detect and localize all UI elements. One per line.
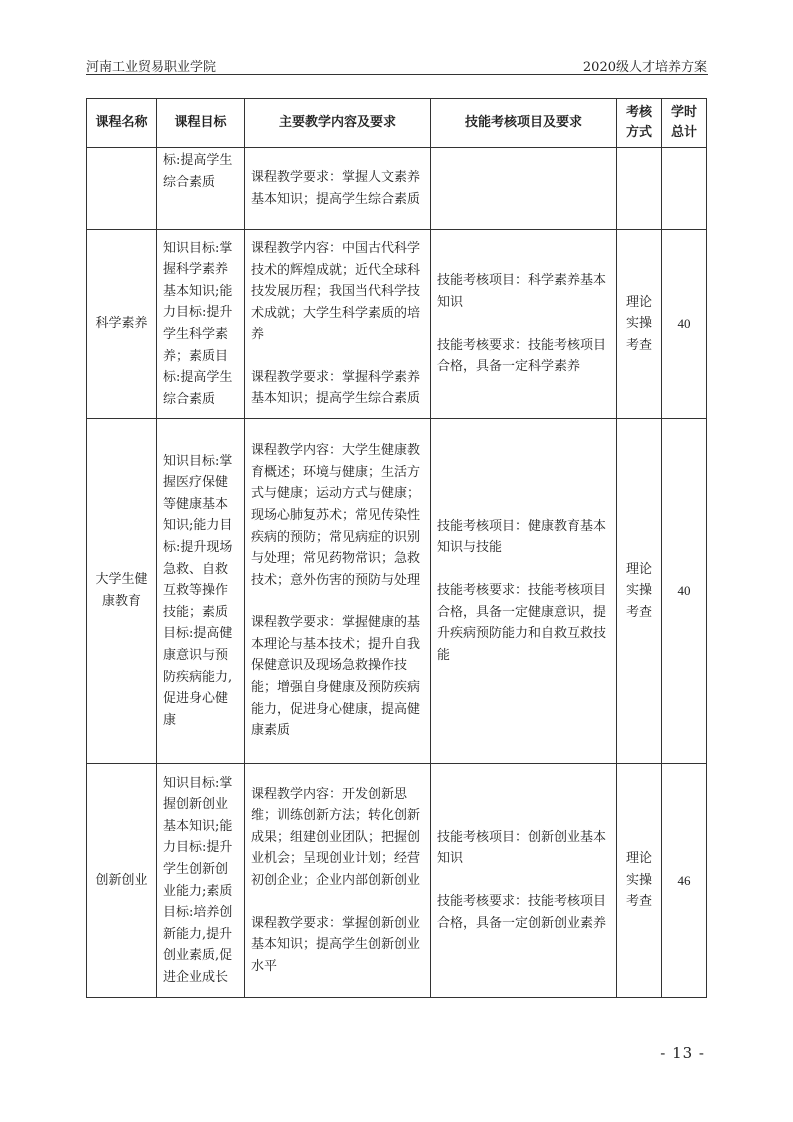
content-text: 课程教学内容：大学生健康教育概述；环境与健康；生活方式与健康；运动方式与健康；现场心肺复苏术；常见传染性疾病的预防；常见病症的识别与处理；常见药物常识；急救技术；意外伤害的预防与处理	[251, 443, 421, 588]
skill-item-text: 技能考核项目：科学素养基本知识	[437, 273, 607, 310]
table-header-row	[87, 99, 707, 148]
school-name: 河南工业贸易职业学院	[86, 60, 217, 75]
cell-hours: 46	[662, 764, 707, 998]
skill-item-text: 技能考核项目：创新创业基本知识	[437, 829, 607, 867]
col-header-skills: 技能考核项目及要求	[431, 99, 617, 148]
skill-item-text: 技能考核项目：健康教育基本知识与技能	[437, 518, 607, 556]
col-header-hours: 学时总计	[662, 99, 707, 148]
requirement-text: 课程教学要求：掌握科学素养基本知识；提高学生综合素质	[251, 369, 421, 407]
col-header-content: 主要教学内容及要求	[245, 99, 431, 148]
cell-method: 理论实操考查	[617, 419, 662, 764]
table-row	[87, 230, 707, 419]
col-header-method: 考核方式	[617, 99, 662, 148]
table-row	[87, 764, 707, 998]
cell-hours: 40	[662, 419, 707, 764]
skill-requirement-text: 技能考核要求：技能考核项目合格，具备一定健康意识，提升疾病预防能力和自救互救技能	[437, 582, 607, 663]
skill-requirement-text: 技能考核要求：技能考核项目合格，具备一定创新创业素养	[437, 894, 607, 931]
cell-hours	[662, 148, 707, 230]
header-divider	[86, 74, 708, 75]
page-number: - 13 -	[660, 1044, 705, 1062]
cell-name: 创新创业	[87, 764, 157, 998]
cell-method: 理论实操考查	[617, 230, 662, 419]
cell-method: 理论实操考查	[617, 764, 662, 998]
cell-goal: 知识目标:掌握创新创业基本知识;能力目标:提升学生创新创业能力;素质目标:培养创新能力,提升创业素质,促进企业成长	[157, 764, 245, 998]
col-header-name: 课程名称	[87, 99, 157, 148]
cell-goal: 知识目标:掌握医疗保健等健康基本知识;能力目标:提升现场急救、自救互救等操作技能；素质目标:提高健康意识与预防疾病能力,促进身心健康	[157, 419, 245, 764]
table-row-continued	[87, 148, 707, 230]
requirement-text: 课程教学要求：掌握健康的基本理论与基本技术；提升自我保健意识及现场急救操作技能；增强自身健康及预防疾病能力，促进身心健康，提高健康素质	[251, 615, 421, 739]
cell-hours: 40	[662, 230, 707, 419]
cell-content	[245, 230, 431, 419]
cell-skills	[431, 764, 617, 998]
cell-name: 大学生健康教育	[87, 419, 157, 764]
course-table	[86, 98, 707, 998]
document-title: 2020级人才培养方案	[582, 60, 707, 75]
cell-method	[617, 148, 662, 230]
cell-content	[245, 419, 431, 764]
cell-goal: 标:提高学生综合素质	[157, 148, 245, 230]
cell-skills	[431, 230, 617, 419]
cell-skills	[431, 148, 617, 230]
cell-content	[245, 764, 431, 998]
skill-requirement-text: 技能考核要求：技能考核项目合格，具备一定科学素养	[437, 337, 607, 375]
requirement-text: 课程教学要求：掌握创新创业基本知识；提高学生创新创业水平	[251, 915, 421, 974]
cell-goal: 知识目标:掌握科学素养基本知识;能力目标:提升学生科学素养；素质目标:提高学生综合素质	[157, 230, 245, 419]
cell-skills	[431, 419, 617, 764]
content-text: 课程教学内容：开发创新思维；训练创新方法；转化创新成果；组建创业团队；把握创业机会；呈现创业计划；经营初创企业；企业内部创新创业	[251, 786, 421, 888]
cell-content: 课程教学要求：掌握人文素养基本知识；提高学生综合素质	[245, 148, 431, 230]
col-header-goal: 课程目标	[157, 99, 245, 148]
table-row	[87, 419, 707, 764]
cell-name	[87, 148, 157, 230]
content-text: 课程教学内容：中国古代科学技术的辉煌成就；近代全球科技发展历程；我国当代科学技术成就；大学生科学素质的培养	[251, 240, 421, 343]
cell-name: 科学素养	[87, 230, 157, 419]
